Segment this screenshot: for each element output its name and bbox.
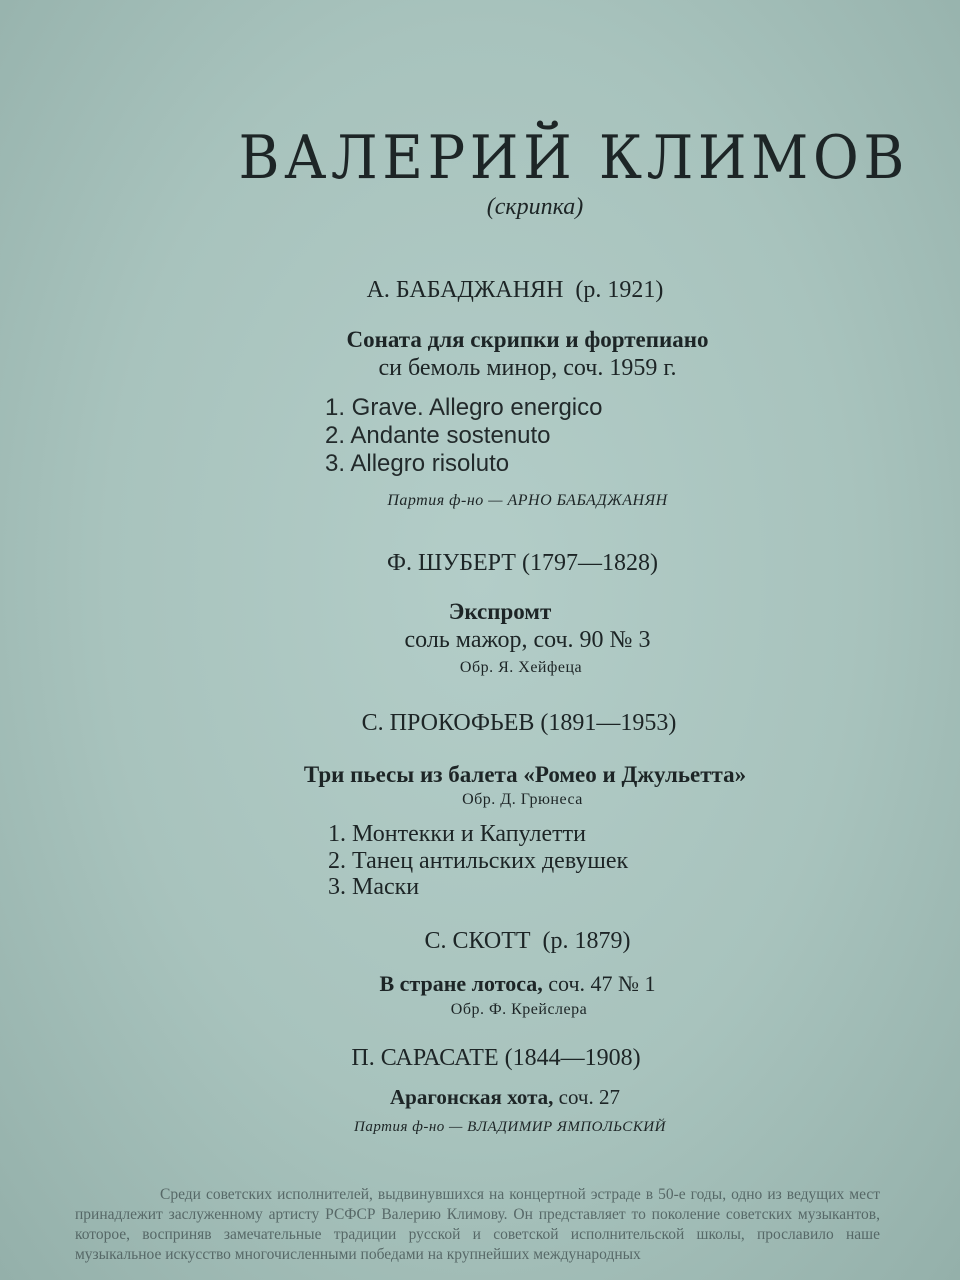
arrangement: Обр. Я. Хейфеца [459,659,583,676]
arrangement: Обр. Д. Грюнеса [462,791,583,808]
composer: С. ПРОКОФЬЕВ [361,710,535,736]
arrangement: Обр. Ф. Крейслера [450,1001,588,1018]
instrument: (скрипка) [486,194,584,220]
liner-notes: Среди советских исполнителей, выдвинувшихся на концертной эстраде в 50-е годы, одно из ведущих мест принадлежит заслуженному артисту РСФСР Валерию Климову. Он представляет то поколение советских музыкантов, которое, восприняв замечательные традиции русской и советской исполнительской школы, прославило наше музыкальное искусство многочисленными победами на крупнейших международных [75,1186,880,1263]
composer: А. БАБАДЖАНЯН [366,277,564,303]
composer-heading [312,1046,680,1070]
work-subtitle: соль мажор, соч. 90 № 3 [404,627,651,653]
composer-dates: (1844—1908) [504,1045,641,1071]
work-title: Экспромт [448,599,552,624]
movement: 3. Маски [328,874,420,900]
movement: 1. Монтекки и Капулетти [328,821,586,847]
composer-dates: (р. 1921) [575,277,664,303]
composer-heading [315,711,723,735]
composer: С. СКОТТ [424,928,531,954]
composer-dates: (1891—1953) [540,710,677,736]
movement: 3. Allegro risoluto [325,450,510,477]
composer-heading [300,278,730,302]
composer: П. САРАСАТЕ [351,1045,499,1071]
work-title: Три пьесы из балета «Ромео и Джульетта» [303,762,747,787]
composer-dates: (р. 1879) [542,928,631,954]
work-opus: соч. 27 [558,1085,620,1109]
work-subtitle: си бемоль минор, соч. 1959 г. [378,355,677,381]
movement: 2. Andante sostenuto [325,422,551,449]
performer-name: ВАЛЕРИЙ КЛИМОВ [238,123,910,193]
movement: 1. Grave. Allegro energico [325,394,603,421]
composer-heading [340,551,705,575]
work-title: В стране лотоса, [379,971,543,996]
composer: Ф. ШУБЕРТ [387,550,516,576]
work-opus: соч. 47 № 1 [548,971,656,996]
composer-dates: (1797—1828) [521,550,658,576]
work-title: Соната для скрипки и фортепиано [346,327,709,352]
performer-credit: Партия ф-но — ВЛАДИМИР ЯМПОЛЬСКИЙ [354,1119,666,1135]
work-title: Арагонская хота, [389,1085,554,1109]
work-title-line [330,973,705,995]
performer-credit: Партия ф-но — АРНО БАБАДЖАНЯН [387,492,668,509]
movement: 2. Танец антильских девушек [328,848,629,874]
composer-heading [395,929,660,953]
work-title-line [330,1087,680,1108]
